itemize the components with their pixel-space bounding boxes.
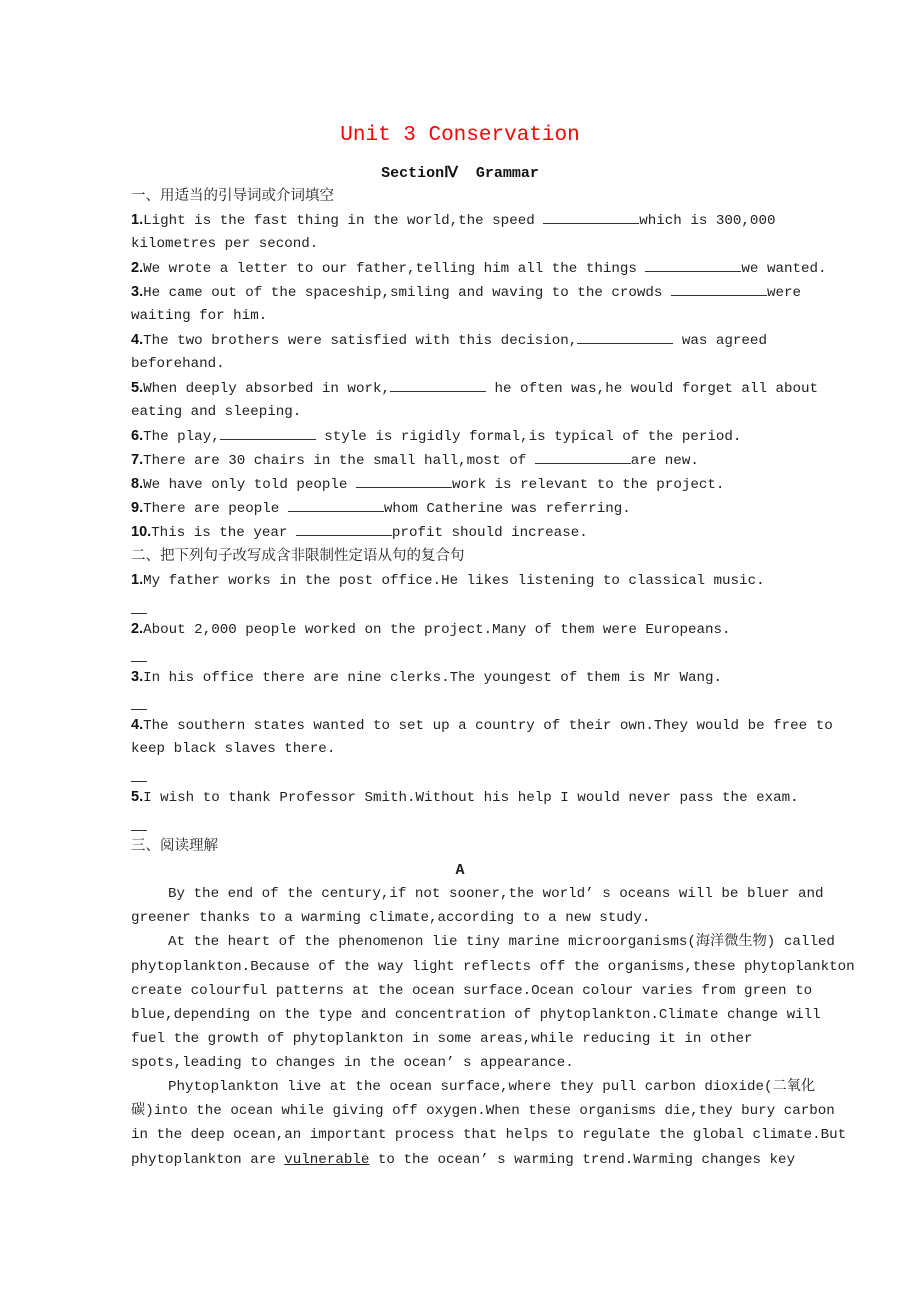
question-10: 10.This is the year profit should increase. — [131, 520, 588, 545]
question-8: 8.We have only told people work is relevant to the project. — [131, 472, 724, 497]
question-1-cont: kilometres per second. — [131, 236, 319, 252]
passage-line: At the heart of the phenomenon lie tiny marine microorganisms(海洋微生物) called — [168, 934, 835, 950]
question-2: 2.We wrote a letter to our father,telling him all the things we wanted. — [131, 256, 827, 281]
answer-blank[interactable] — [645, 257, 741, 272]
question-3-cont: waiting for him. — [131, 308, 268, 324]
passage-line: in the deep ocean,an important process that helps to regulate the global climate.But — [131, 1127, 847, 1143]
answer-blank[interactable] — [671, 281, 767, 296]
question-7: 7.There are 30 chairs in the small hall,most of are new. — [131, 448, 699, 473]
passage-label: A — [455, 862, 465, 879]
passage-line: phytoplankton.Because of the way light reflects off the organisms,these phytoplankton — [131, 959, 855, 975]
answer-line[interactable] — [131, 709, 147, 710]
question-3: 3.He came out of the spaceship,smiling and waving to the crowds were — [131, 280, 801, 305]
answer-blank[interactable] — [535, 449, 631, 464]
answer-line[interactable] — [131, 661, 147, 662]
rewrite-3: 3.In his office there are nine clerks.The youngest of them is Mr Wang. — [131, 669, 723, 686]
passage-line: create colourful patterns at the ocean surface.Ocean colour varies from green to — [131, 983, 813, 999]
rewrite-4-cont: keep black slaves there. — [131, 741, 336, 757]
answer-blank[interactable] — [288, 497, 384, 512]
passage-line: phytoplankton are vulnerable to the ocean’ s warming trend.Warming changes key — [131, 1152, 796, 1168]
passage-line: greener thanks to a warming climate,according to a new study. — [131, 910, 651, 926]
underlined-word: vulnerable — [284, 1152, 370, 1168]
question-9: 9.There are people whom Catherine was referring. — [131, 496, 631, 521]
passage-line: Phytoplankton live at the ocean surface,where they pull carbon dioxide(二氧化 — [168, 1079, 816, 1095]
answer-blank[interactable] — [296, 521, 392, 536]
section3-heading: 三、阅读理解 — [131, 838, 218, 854]
section2-heading: 二、把下列句子改写成含非限制性定语从句的复合句 — [131, 548, 465, 564]
answer-line[interactable] — [131, 830, 147, 831]
passage-line: spots,leading to changes in the ocean’ s appearance. — [131, 1055, 574, 1071]
passage-line: 碳)into the ocean while giving off oxygen.When these organisms die,they bury carbon — [131, 1103, 835, 1119]
answer-blank[interactable] — [543, 209, 639, 224]
rewrite-1: 1.My father works in the post office.He likes listening to classical music. — [131, 572, 765, 589]
document-title: Unit 3 Conservation — [340, 124, 580, 147]
passage-line: blue,depending on the type and concentration of phytoplankton.Climate change will — [131, 1007, 821, 1023]
section-subtitle: SectionⅣ Grammar — [381, 165, 539, 182]
question-4: 4.The two brothers were satisfied with this decision, was agreed — [131, 328, 767, 353]
answer-line[interactable] — [131, 781, 147, 782]
passage-line: By the end of the century,if not sooner,the world’ s oceans will be bluer and — [168, 886, 824, 902]
answer-blank[interactable] — [356, 473, 452, 488]
answer-blank[interactable] — [390, 377, 486, 392]
section1-heading: 一、用适当的引导词或介词填空 — [131, 188, 334, 204]
rewrite-4: 4.The southern states wanted to set up a country of their own.They would be free to — [131, 717, 833, 734]
answer-blank[interactable] — [577, 329, 673, 344]
rewrite-2: 2.About 2,000 people worked on the project.Many of them were Europeans. — [131, 621, 731, 638]
question-6: 6.The play, style is rigidly formal,is typical of the period. — [131, 424, 741, 449]
question-5-cont: eating and sleeping. — [131, 404, 302, 420]
passage-line: fuel the growth of phytoplankton in some areas,while reducing it in other — [131, 1031, 753, 1047]
question-1: 1.Light is the fast thing in the world,the speed which is 300,000 — [131, 208, 775, 233]
question-4-cont: beforehand. — [131, 356, 225, 372]
answer-blank[interactable] — [220, 425, 316, 440]
rewrite-5: 5.I wish to thank Professor Smith.Without his help I would never pass the exam. — [131, 789, 799, 806]
question-5: 5.When deeply absorbed in work, he often was,he would forget all about — [131, 376, 818, 401]
answer-line[interactable] — [131, 613, 147, 614]
